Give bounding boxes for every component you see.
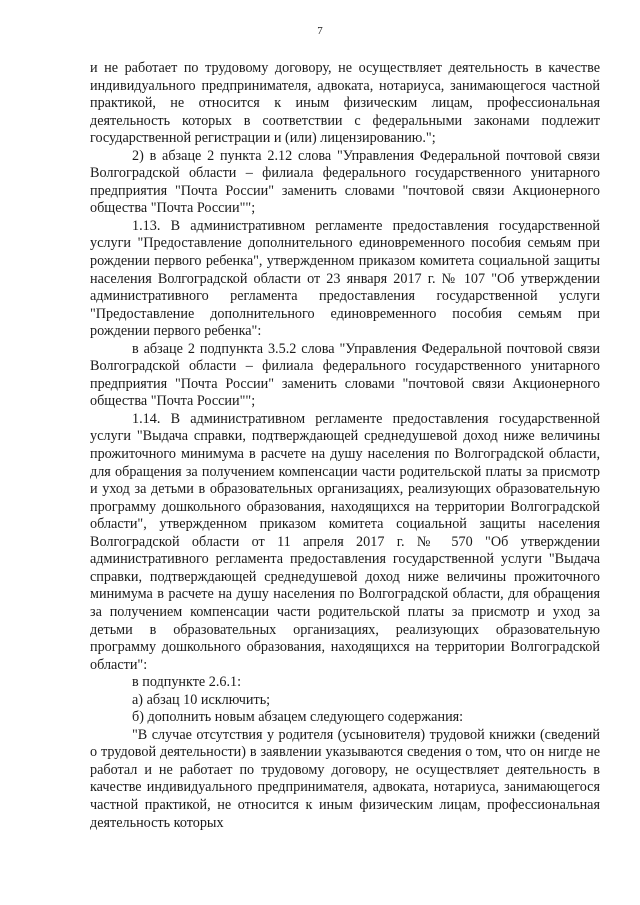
page-number: 7	[317, 25, 323, 37]
paragraph-2: 2) в абзаце 2 пункта 2.12 слова "Управления Федеральной почтовой связи Волгоградской области – филиала федерального государственного унитарного предприятия "Почта России" заменить словами "почтовой связи Акционерного общества "Почта России"";	[90, 147, 600, 217]
paragraph-8: б) дополнить новым абзацем следующего содержания:	[132, 709, 464, 726]
paragraph-7: а) абзац 10 исключить;	[132, 691, 271, 708]
paragraph-4: в абзаце 2 подпункта 3.5.2 слова "Управления Федеральной почтовой связи Волгоградской области – филиала федерального государственного унитарного предприятия "Почта России" заменить словами "почтовой связи Акционерного общества "Почта России"";	[90, 340, 600, 410]
paragraph-9: "В случае отсутствия у родителя (усыновителя) трудовой книжки (сведений о трудовой деятельности) в заявлении указываются сведения о том, что он нигде не работал и не работает по трудовому договору, не осуществляет деятельность в качестве индивидуального предпринимателя, адвоката, нотариуса, занимающегося частной практикой, не относится к иным физическим лицам, профессиональная деятельность которых	[90, 726, 600, 831]
paragraph-1: и не работает по трудовому договору, не осуществляет деятельность в качестве индивидуального предпринимателя, адвоката, нотариуса, занимающегося частной практикой, не относится к иным физическим лицам, профессиональная деятельность которых в соответствии с федеральными законами подлежит государственной регистрации и (или) лицензированию.";	[90, 60, 600, 147]
paragraph-5: 1.14. В административном регламенте предоставления государственной услуги "Выдача справки, подтверждающей среднедушевой доход ниже величины прожиточного минимума в расчете на душу населения по Волгоградской области, для обращения за получением компенсации части родительской платы за присмотр и уход за детьми в образовательных организациях, реализующих образовательную программу дошкольного образования, находящихся на территории Волгоградской области", утвержденном приказом комитета социальной защиты населения Волгоградской области от 11 апреля 2017 г. № 570 "Об утверждении административного регламента предоставления государственной услуги "Выдача справки, подтверждающей среднедушевой доход ниже величины прожиточного минимума в расчете на душу населения по Волгоградской области, для обращения за получением компенсации части родительской платы за присмотр и уход за детьми в образовательных организациях, реализующих образовательную программу дошкольного образования, находящихся на территории Волгоградской области":	[90, 410, 600, 673]
paragraph-3: 1.13. В административном регламенте предоставления государственной услуги "Предоставление дополнительного единовременного пособия семьям при рождении первого ребенка", утвержденном приказом комитета социальной защиты населения Волгоградской области от 23 января 2017 г. № 107 "Об утверждении административного регламента предоставления государственной услуги "Предоставление дополнительного единовременного пособия семьям при рождении первого ребенка":	[90, 217, 600, 340]
document-body	[90, 60, 600, 832]
paragraph-6: в подпункте 2.6.1:	[132, 674, 242, 691]
